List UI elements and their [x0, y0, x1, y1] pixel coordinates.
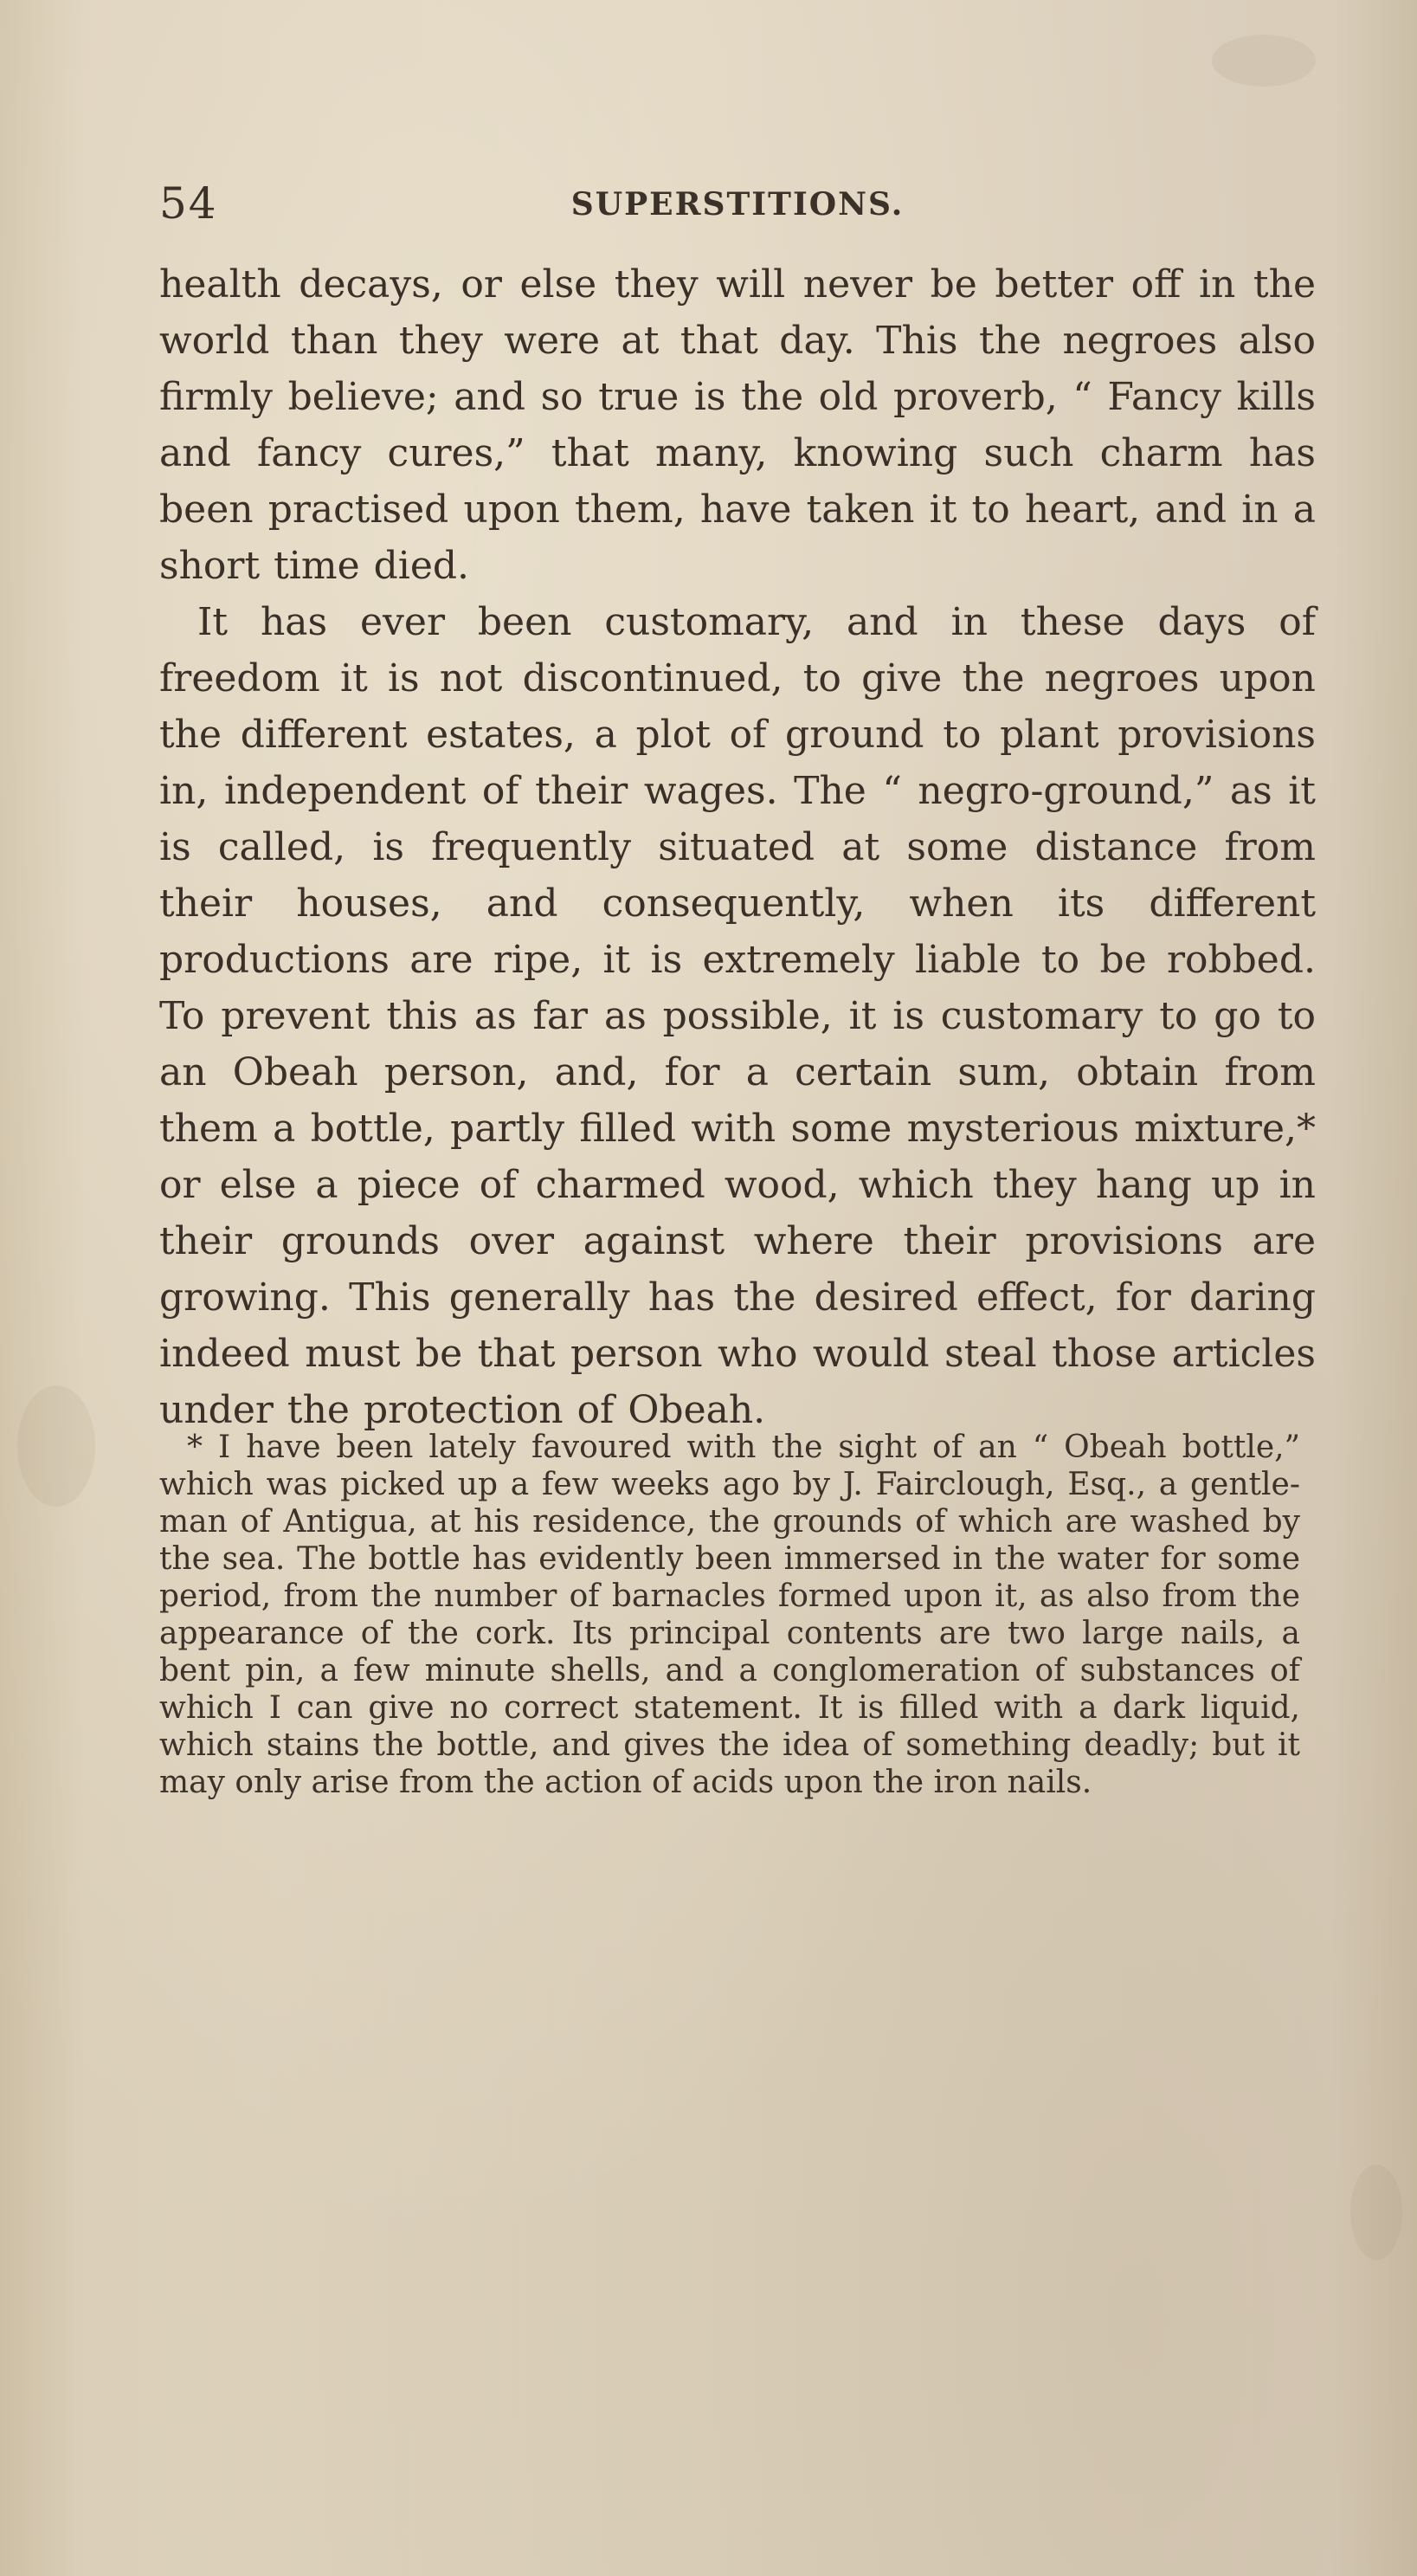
running-head: SUPERSTITIONS.: [570, 186, 905, 223]
paper-stain: [1212, 35, 1316, 87]
paragraph-obeah-ground: It has ever been customary, and in these days of freedom it is not discontinued, to give the negroes upon the different estates, a plot of ground to plant provisions in, independent of their wages. The “ negro-ground,” as it is called, is frequently situated at some distance from their houses, and consequently, when its different productions are ripe, it is extremely liable to be robbed. To prevent this as far as possible, it is customary to go to an Obeah person, and, for a certain sum, obtain from them a bottle, partly filled with some mysterious mixture,* or else a piece of charmed wood, which they hang up in their grounds over against where their provisions are growing. This generally has the desired effect, for daring indeed must be that person who would steal those articles under the protection of Obeah.: [159, 600, 1316, 1432]
paper-stain: [1350, 2165, 1402, 2260]
page-number: 54: [159, 178, 218, 229]
body-text: [159, 256, 1316, 1438]
page-header: [159, 173, 1316, 234]
paragraph-continuation: health decays, or else they will never be better off in the world than they were at that day. This the negroes also firmly believe; and so true is the old proverb, “ Fancy kills and fancy cures,” that many, knowing such charm has been practised upon them, have taken it to heart, and in a short time died.: [159, 262, 1316, 588]
footnote: * I have been lately favoured with the sight of an “ Obeah bottle,” which was picked up a few weeks ago by J. Fairclough, Esq., a gentleman of Antigua, at his residence, the grounds of which are washed by the sea. The bottle has evidently been immersed in the water for some period, from the number of barnacles formed upon it, as also from the appearance of the cork. Its principal contents are two large nails, a bent pin, a few minute shells, and a conglomeration of substances of which I can give no correct statement. It is filled with a dark liquid, which stains the bottle, and gives the idea of something deadly; but it may only arise from the action of acids upon the iron nails.: [159, 1430, 1300, 1800]
paper-stain: [17, 1385, 95, 1507]
